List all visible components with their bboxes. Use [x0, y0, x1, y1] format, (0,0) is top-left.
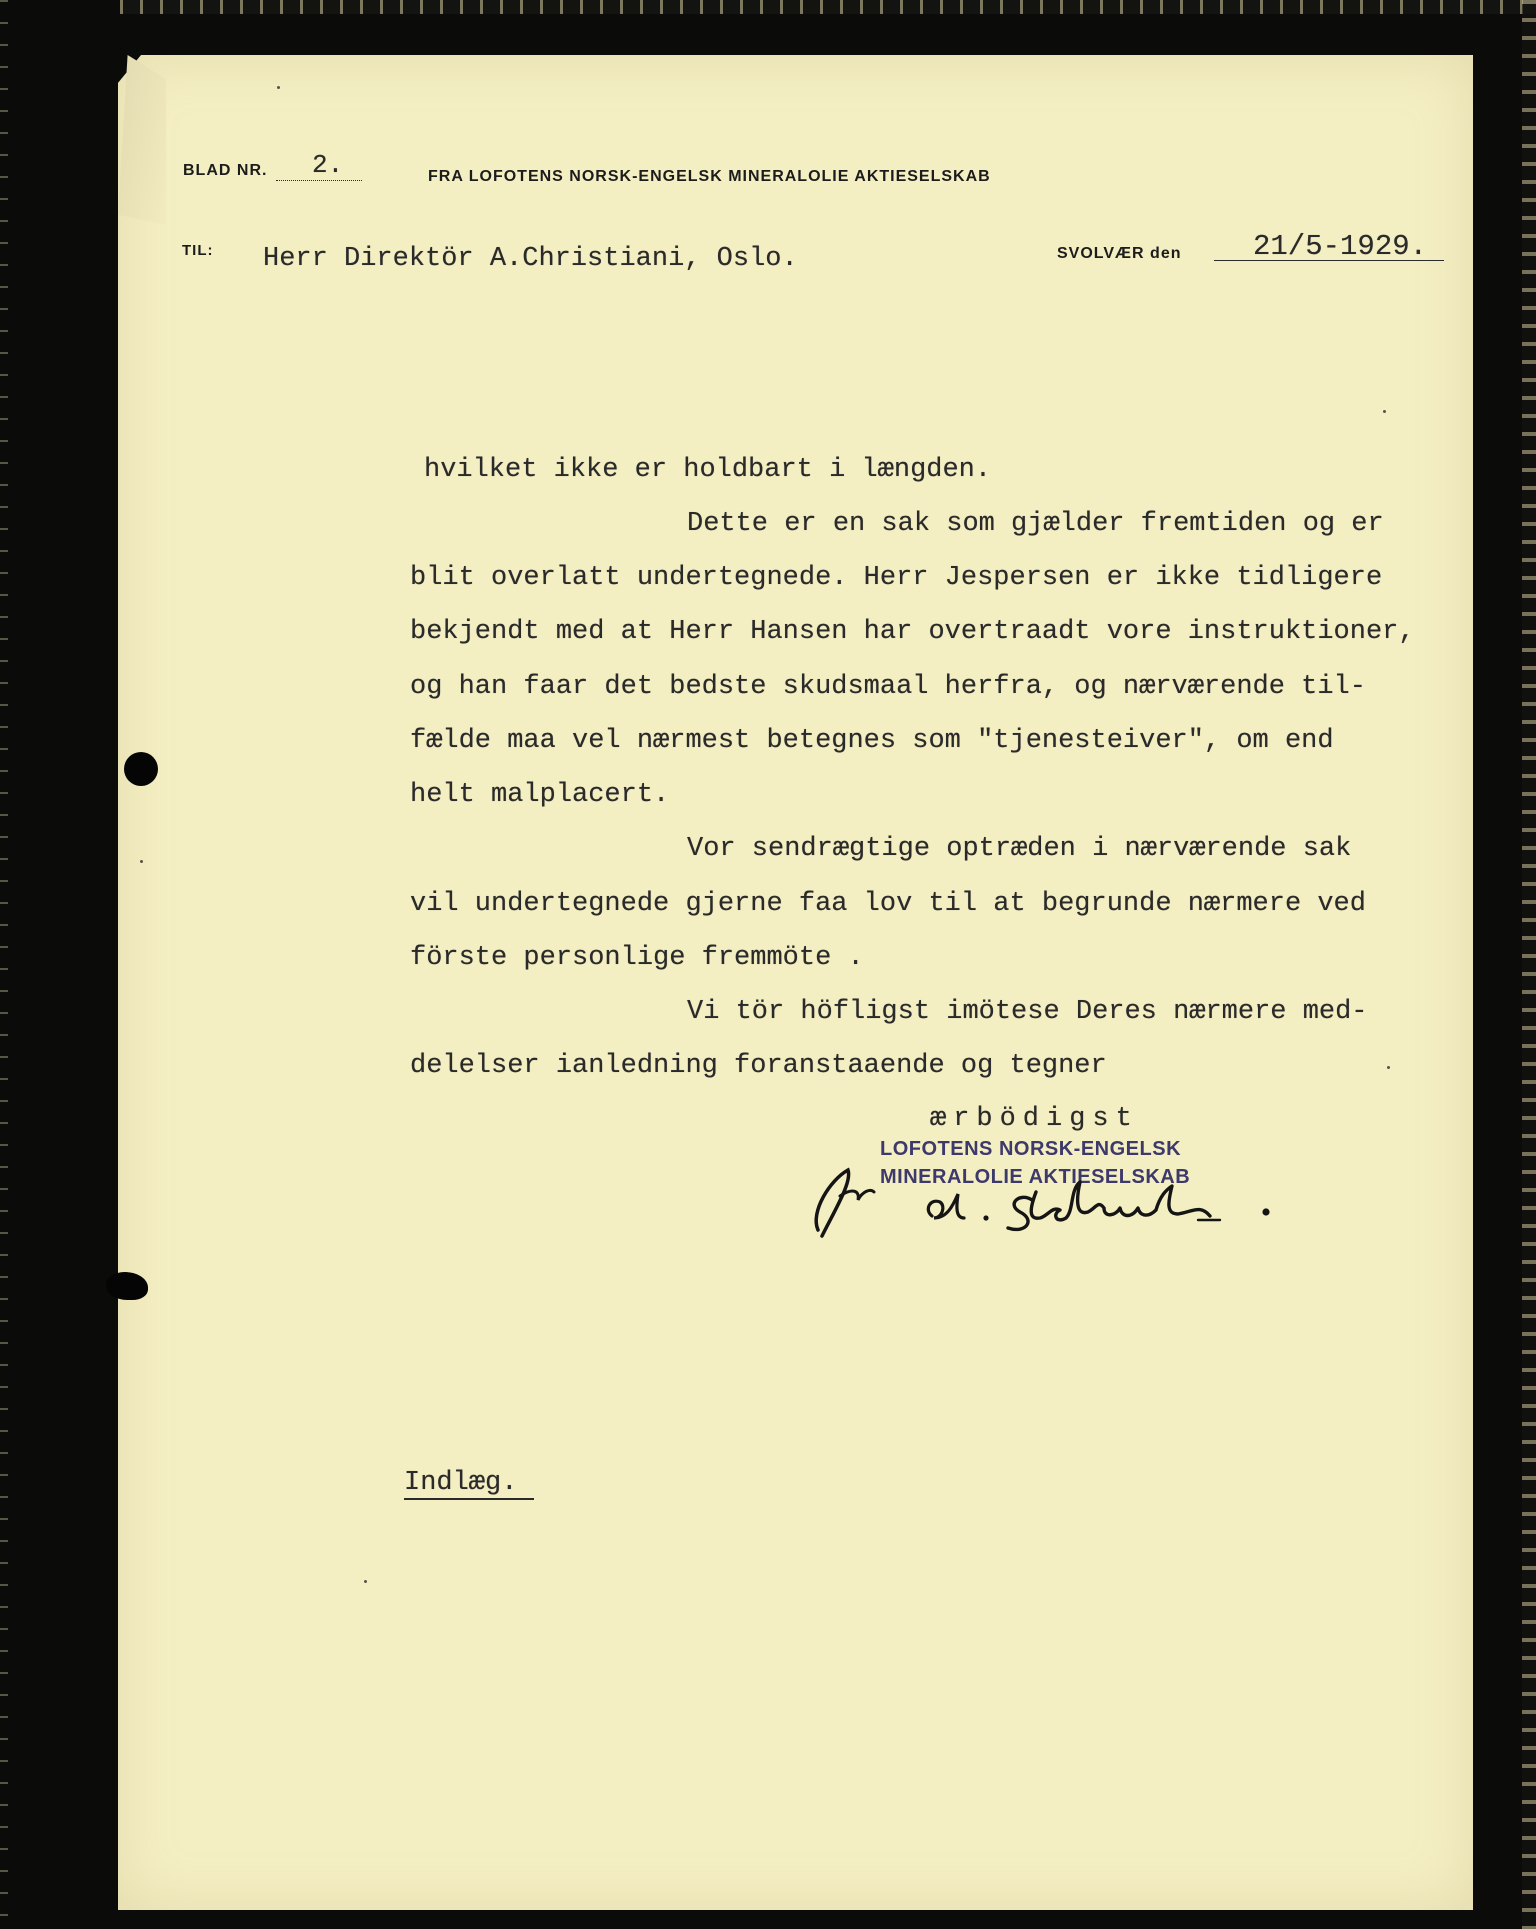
body-line: Vor sendrægtige optræden i nærværende sak — [687, 834, 1352, 864]
til-label: TIL: — [182, 242, 214, 259]
blad-number: 2. — [312, 150, 344, 180]
enclosure-underline — [404, 1498, 534, 1500]
body-line: delelser ianledning foranstaaende og tegner — [410, 1051, 1107, 1081]
place-label: SVOLVÆR den — [1057, 245, 1182, 262]
scan-frame-top — [120, 0, 1536, 14]
body-line: fælde maa vel nærmest betegnes som "tjenesteiver", om end — [410, 726, 1334, 756]
stamp-line-2: MINERALOLIE AKTIESELSKAB — [880, 1166, 1191, 1188]
scan-speck — [364, 1580, 367, 1583]
body-line: förste personlige fremmöte . — [410, 943, 864, 973]
enclosure: Indlæg. — [404, 1468, 518, 1498]
punch-hole — [124, 752, 158, 786]
body-line: hvilket ikke er holdbart i længden. — [424, 455, 992, 485]
scan-speck — [277, 86, 280, 89]
stamp-line-1: LOFOTENS NORSK-ENGELSK — [880, 1138, 1182, 1160]
company-letterhead: FRA LOFOTENS NORSK-ENGELSK MINERALOLIE AKTIESELSKAB — [428, 168, 991, 185]
date: 21/5-1929. — [1253, 230, 1428, 263]
body-line: blit overlatt undertegnede. Herr Jespersen er ikke tidligere — [410, 563, 1383, 593]
recipient: Herr Direktör A.Christiani, Oslo. — [263, 244, 798, 274]
scan-speck — [140, 860, 143, 863]
scan-frame-left — [0, 0, 8, 1929]
body-line: helt malplacert. — [410, 780, 670, 810]
punch-hole — [106, 1272, 148, 1300]
scan-speck — [1387, 1066, 1390, 1069]
paper-sheet — [118, 55, 1473, 1910]
body-line: bekjendt med at Herr Hansen har overtraadt vore instruktioner, — [410, 617, 1415, 647]
scan-speck — [1383, 410, 1386, 413]
body-line: Vi tör höfligst imötese Deres nærmere med- — [687, 997, 1368, 1027]
body-line: vil undertegnede gjerne faa lov til at begrunde nærmere ved — [410, 889, 1366, 919]
body-line: Dette er en sak som gjælder fremtiden og er — [687, 509, 1384, 539]
scan-frame-right — [1522, 0, 1536, 1929]
handwritten-signature — [800, 1152, 1290, 1252]
closing: ærbödigst — [930, 1104, 1139, 1134]
blad-label: BLAD NR. — [183, 162, 268, 179]
body-line: og han faar det bedste skudsmaal herfra, og nærværende til- — [410, 672, 1366, 702]
